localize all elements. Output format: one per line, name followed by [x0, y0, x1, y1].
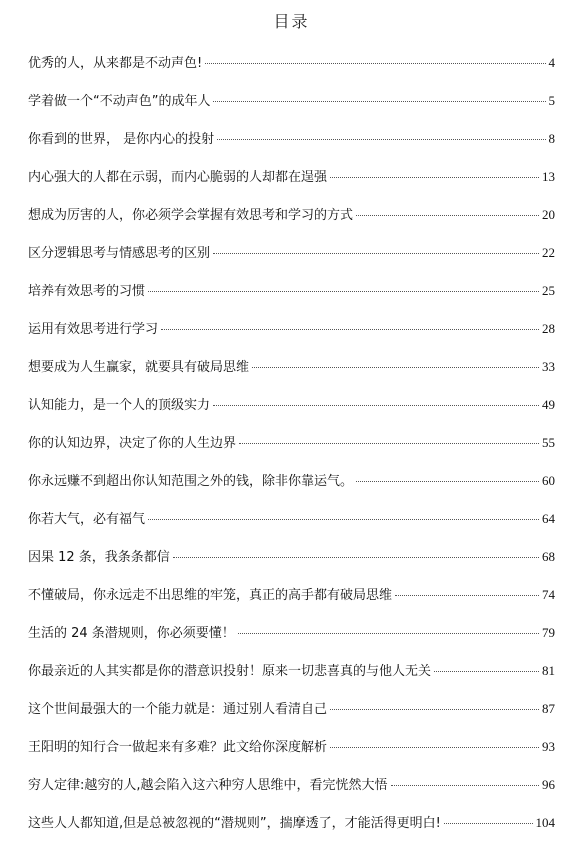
- toc-entry-title[interactable]: 你永远赚不到超出你认知范围之外的钱，除非你靠运气。: [28, 474, 354, 489]
- toc-entry-title[interactable]: 认知能力，是一个人的顶级实力: [28, 398, 211, 413]
- toc-page-number[interactable]: 25: [542, 283, 555, 298]
- toc-entry[interactable]: [28, 358, 555, 396]
- toc-entry[interactable]: [28, 130, 555, 168]
- toc-entry[interactable]: [28, 282, 555, 320]
- toc-entry-title[interactable]: 想要成为人生赢家，就要具有破局思维: [28, 360, 250, 375]
- toc-entry-title[interactable]: 王阳明的知行合一做起来有多难？此文给你深度解析: [28, 740, 328, 755]
- toc-entry[interactable]: [28, 92, 555, 130]
- toc-dot-leader: [213, 101, 545, 102]
- toc-entry[interactable]: [28, 510, 555, 548]
- toc-dot-leader: [434, 671, 539, 672]
- toc-entry-title[interactable]: 优秀的人，从来都是不动声色!: [28, 56, 203, 71]
- toc-entry[interactable]: [28, 54, 555, 92]
- toc-entry[interactable]: [28, 168, 555, 206]
- toc-entry-title[interactable]: 生活的 24 条潜规则，你必须要懂！: [28, 626, 235, 641]
- toc-entry-title[interactable]: 不懂破局，你永远走不出思维的牢笼，真正的高手都有破局思维: [28, 588, 393, 603]
- toc-entry[interactable]: [28, 472, 555, 510]
- toc-entry-title[interactable]: 这些人人都知道,但是总被忽视的“潜规则”，揣摩透了，才能活得更明白!: [28, 816, 441, 831]
- toc-dot-leader: [161, 329, 539, 330]
- toc-entry[interactable]: [28, 206, 555, 244]
- toc-entry[interactable]: [28, 700, 555, 738]
- toc-entry-title[interactable]: 培养有效思考的习惯: [28, 284, 146, 299]
- toc-entry[interactable]: [28, 396, 555, 434]
- toc-entry-title[interactable]: 你若大气，必有福气: [28, 512, 146, 527]
- toc-dot-leader: [395, 595, 539, 596]
- toc-entry-title[interactable]: 学着做一个“不动声色”的成年人: [28, 94, 211, 109]
- toc-entry-title[interactable]: 内心强大的人都在示弱，而内心脆弱的人却都在逞强: [28, 170, 328, 185]
- toc-entry[interactable]: [28, 662, 555, 700]
- toc-page-number[interactable]: 81: [542, 663, 555, 678]
- toc-page-number[interactable]: 68: [542, 549, 555, 564]
- toc-dot-leader: [330, 709, 539, 710]
- toc-dot-leader: [148, 519, 539, 520]
- toc-page-number[interactable]: 13: [542, 169, 555, 184]
- toc-entry[interactable]: [28, 776, 555, 814]
- toc-page-number[interactable]: 20: [542, 207, 555, 222]
- toc-dot-leader: [148, 291, 539, 292]
- toc-dot-leader: [356, 481, 539, 482]
- toc-entry-title[interactable]: 因果 12 条，我条条都信: [28, 550, 170, 565]
- toc-page-number[interactable]: 104: [535, 815, 555, 830]
- toc-dot-leader: [213, 253, 539, 254]
- toc-dot-leader: [391, 785, 539, 786]
- toc-page-number[interactable]: 28: [542, 321, 555, 336]
- toc-page-number[interactable]: 55: [542, 435, 555, 450]
- toc-entry[interactable]: [28, 738, 555, 776]
- toc-dot-leader: [239, 443, 539, 444]
- toc-entry-title[interactable]: 这个世间最强大的一个能力就是：通过别人看清自己: [28, 702, 328, 717]
- toc-dot-leader: [205, 63, 545, 64]
- toc-entry[interactable]: [28, 320, 555, 358]
- toc-entry[interactable]: [28, 586, 555, 624]
- toc-page-number[interactable]: 87: [542, 701, 555, 716]
- toc-page-number[interactable]: 5: [548, 93, 555, 108]
- toc-page-number[interactable]: 60: [542, 473, 555, 488]
- toc-entry-title[interactable]: 你看到的世界， 是你内心的投射: [28, 132, 215, 147]
- toc-entry[interactable]: [28, 624, 555, 662]
- toc-dot-leader: [173, 557, 539, 558]
- toc-title: 目录: [273, 12, 310, 31]
- toc-dot-leader: [330, 177, 539, 178]
- toc-entry-title[interactable]: 区分逻辑思考与情感思考的区别: [28, 246, 211, 261]
- toc-page-number[interactable]: 93: [542, 739, 555, 754]
- toc-page-number[interactable]: 8: [548, 131, 555, 146]
- toc-dot-leader: [238, 633, 539, 634]
- toc-list: [28, 54, 555, 847]
- toc-entry-title[interactable]: 穷人定律:越穷的人,越会陷入这六种穷人思维中，看完恍然大悟: [28, 778, 388, 793]
- toc-entry[interactable]: [28, 548, 555, 586]
- toc-entry-title[interactable]: 你最亲近的人其实都是你的潜意识投射！原来一切悲喜真的与他人无关: [28, 664, 432, 679]
- toc-entry[interactable]: [28, 434, 555, 472]
- toc-page-number[interactable]: 33: [542, 359, 555, 374]
- toc-dot-leader: [252, 367, 539, 368]
- toc-dot-leader: [213, 405, 539, 406]
- toc-entry[interactable]: [28, 244, 555, 282]
- toc-entry-title[interactable]: 运用有效思考进行学习: [28, 322, 159, 337]
- toc-dot-leader: [356, 215, 539, 216]
- toc-entry-title[interactable]: 你的认知边界，决定了你的人生边界: [28, 436, 237, 451]
- toc-page-number[interactable]: 49: [542, 397, 555, 412]
- toc-page-number[interactable]: 64: [542, 511, 555, 526]
- toc-page-number[interactable]: 96: [542, 777, 555, 792]
- toc-entry-title[interactable]: 想成为厉害的人，你必须学会掌握有效思考和学习的方式: [28, 208, 354, 223]
- toc-page-number[interactable]: 4: [548, 55, 555, 70]
- toc-page-number[interactable]: 22: [542, 245, 555, 260]
- toc-dot-leader: [330, 747, 539, 748]
- toc-entry[interactable]: [28, 814, 555, 847]
- toc-dot-leader: [444, 823, 533, 824]
- toc-dot-leader: [217, 139, 545, 140]
- toc-page-number[interactable]: 79: [542, 625, 555, 640]
- toc-page-number[interactable]: 74: [542, 587, 555, 602]
